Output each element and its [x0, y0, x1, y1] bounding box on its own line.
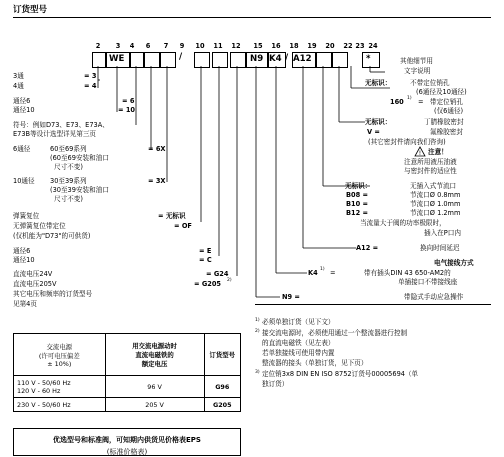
- other-voltage-2: 见第4页: [13, 300, 37, 308]
- eps-note-title: 优选型号和标准阀，可知期内供货见价格表EPS: [53, 436, 201, 444]
- table-header: 用交流电源动时 直流电磁铁的 额定电压: [105, 334, 204, 376]
- table-cell-dc: 96 V: [105, 376, 204, 398]
- code-3way: = 3: [84, 72, 97, 80]
- opt-s10: 通径10: [13, 256, 35, 264]
- series-10-label: 10通径: [13, 177, 35, 185]
- pos-number: 22: [343, 42, 353, 50]
- footnote-mark: 3): [255, 370, 260, 375]
- table-cell-code: G96: [204, 376, 240, 398]
- table-cell-ac: 230 V - 50/60 Hz: [14, 398, 106, 412]
- footnote-3a: 定位销3x8 DIN EN ISO 8752订货号00005694（单: [262, 370, 419, 378]
- voltage-table: [13, 333, 241, 412]
- code-160: 160: [390, 98, 404, 106]
- code-of: = OF: [174, 222, 192, 230]
- code-size6: = 6: [122, 97, 135, 105]
- fkm-seal: 氟橡胶密封: [430, 128, 463, 136]
- series-6-note2: 尺寸不变): [54, 163, 83, 171]
- code-spring: = 无标识: [158, 212, 186, 220]
- no-pin-hole: 不带定位销孔: [410, 79, 450, 87]
- code-star: *: [366, 54, 371, 64]
- orifice-08: 节流口Ø 0.8mm: [410, 191, 461, 199]
- flow-note-1: 当流量大于阀的功率极限时，: [360, 219, 446, 227]
- section-rule: [255, 304, 491, 305]
- opt-3way: 3通: [13, 72, 24, 80]
- opt-nospring: 无弹簧复位带定位: [13, 222, 66, 230]
- opt-4way: 4通: [13, 82, 24, 90]
- code-size10: = 10: [118, 106, 135, 114]
- eps-note-box: [13, 428, 241, 456]
- page-title: 订货型号: [13, 5, 48, 15]
- footnote-2c: 若单独接线可使用带内置: [262, 349, 335, 357]
- pos-number: 24: [368, 42, 378, 50]
- footnote-1: 必须单独订货（见下文）: [262, 318, 335, 326]
- table-header: 订货型号: [204, 334, 240, 376]
- pos-number: 23: [355, 42, 365, 50]
- code-4way: = 4: [84, 82, 97, 90]
- pos-number: 16: [271, 42, 281, 50]
- code-c: = C: [199, 256, 212, 264]
- code-b10: B10 =: [346, 200, 369, 208]
- table-cell-dc: 205 V: [105, 398, 204, 412]
- with-pin-hole: 带定位销孔: [430, 98, 463, 106]
- footnote-mark: 2): [255, 329, 260, 334]
- nbr-seal: 丁腈橡胶密封: [424, 118, 464, 126]
- pos-number: 19: [307, 42, 317, 50]
- symbol-line1: 符号：例如D73、E73、E73A、: [13, 121, 109, 129]
- footnote-2a: 接交流电源时，必须使用通过一个整流器进行控制: [262, 329, 408, 337]
- ac-voltage: 120 V - 60 Hz: [17, 386, 61, 395]
- series-10-note2: 尺寸不变): [54, 195, 83, 203]
- code-n9-label: N9 =: [282, 293, 300, 301]
- no-orifice: 无插入式节流口: [410, 182, 457, 190]
- code-g24: = G24: [206, 270, 229, 278]
- series-10-note: (30至39安装和油口: [50, 186, 109, 194]
- pos-number: 9: [179, 42, 185, 50]
- attention-line-1: 注意所用液压油液: [404, 158, 457, 166]
- pos-number: 18: [289, 42, 299, 50]
- opt-dc205: 直流电压205V: [13, 280, 57, 288]
- symbol-line2: E73B等设计选型详见第三页: [13, 130, 97, 138]
- k4-connector: 带有插头DIN 43 650-AM2的: [364, 269, 451, 277]
- code-n9: N9: [250, 54, 264, 64]
- manual-override: 带隐式手动应急操作: [404, 293, 464, 301]
- opt-size6: 通径6: [13, 97, 31, 105]
- orifice-10: 节流口Ø 1.0mm: [410, 200, 461, 208]
- detail-text-2: 文字说明: [404, 67, 431, 75]
- opt-size10: 通径10: [13, 106, 35, 114]
- pos-number: 3: [115, 42, 121, 50]
- footnote-2d: 整流器的接头（单独订货，见下页）: [262, 359, 368, 367]
- opt-dc24: 直流电压24V: [13, 270, 53, 278]
- code-e: = E: [199, 247, 212, 255]
- code-k4-label: K4: [308, 269, 318, 277]
- footnote-ref: 1): [320, 267, 325, 272]
- code-k4: K4: [269, 54, 282, 64]
- nomark-orifice: 无标识：: [345, 182, 372, 190]
- code-we: WE: [109, 54, 125, 64]
- flow-note-2: 插入在P口内: [424, 229, 461, 237]
- pos-number: 15: [253, 42, 263, 50]
- table-cell-code: G205: [204, 398, 240, 412]
- series-6-label: 6通径: [13, 145, 31, 153]
- table-header: 交流电源 (许可电压偏差 ± 10%): [14, 334, 106, 376]
- k4-connector-note: 单插接口不带接线座: [398, 278, 458, 286]
- footnote-3b: 独订货）: [262, 380, 289, 388]
- switching-delay: 换向时间延迟: [420, 244, 460, 252]
- nomark-seal: 无标识：: [365, 118, 392, 126]
- code-a12-label: A12 =: [356, 244, 379, 252]
- pos-number: 6: [145, 42, 151, 50]
- code-b12: B12 =: [346, 209, 369, 217]
- pos-number: 2: [95, 42, 101, 50]
- detail-text-1: 其他细节用: [400, 57, 433, 65]
- attention-title: 注意！: [428, 148, 448, 156]
- pos-number: 12: [231, 42, 241, 50]
- with-pin-hole-note: (仅6通径): [434, 107, 464, 115]
- pos-number: 7: [163, 42, 169, 50]
- opt-s6: 通径6: [13, 247, 31, 255]
- footnote-2b: 的直流电磁铁（见左表）: [262, 339, 335, 347]
- table-cell-ac: [14, 376, 106, 398]
- code-a12: A12: [293, 54, 312, 64]
- pos-number: 11: [213, 42, 223, 50]
- elec-connection-title: 电气接线方式: [434, 259, 474, 267]
- pos-number: 20: [325, 42, 335, 50]
- pos-number: 4: [129, 42, 135, 50]
- attention-line-2: 与密封件的适应性: [404, 167, 457, 175]
- code-160-eq: =: [418, 98, 424, 106]
- nospring-note: (仅机能为"D73"的可供货): [13, 232, 91, 240]
- code-slash: /: [179, 52, 183, 62]
- footnote-ref: 2): [227, 278, 232, 283]
- ac-voltage: 110 V - 50/60 Hz: [17, 378, 71, 387]
- eps-note-sub: (标准价格表): [106, 448, 148, 456]
- pos-number: 10: [195, 42, 205, 50]
- code-b08: B08 =: [346, 191, 369, 199]
- other-seal-note: (其它密封件请向我们咨询): [368, 138, 446, 146]
- code-g205: = G205: [194, 280, 221, 288]
- series-6-range: 60至69系列: [50, 145, 87, 153]
- series-6-note: (60至69安装和油口: [50, 154, 109, 162]
- footnote-mark: 1): [255, 318, 260, 323]
- other-voltage-1: 其它电压和频率的订货型号: [13, 290, 93, 298]
- series-10-range: 30至39系列: [50, 177, 87, 185]
- code-6x: = 6X: [148, 145, 166, 153]
- code-k4-eq: =: [330, 269, 336, 277]
- orifice-12: 节流口Ø 1.2mm: [410, 209, 461, 217]
- no-pin-hole-note: (6通径及10通径): [416, 88, 467, 96]
- opt-spring: 弹簧复位: [13, 212, 40, 220]
- footnote-ref: 1): [407, 96, 412, 101]
- code-v: V =: [367, 128, 380, 136]
- nomark-pin: 无标识：: [365, 79, 392, 87]
- code-3x: = 3X: [148, 177, 166, 185]
- svg-text:!: !: [418, 150, 422, 157]
- code-slash: /: [285, 53, 289, 63]
